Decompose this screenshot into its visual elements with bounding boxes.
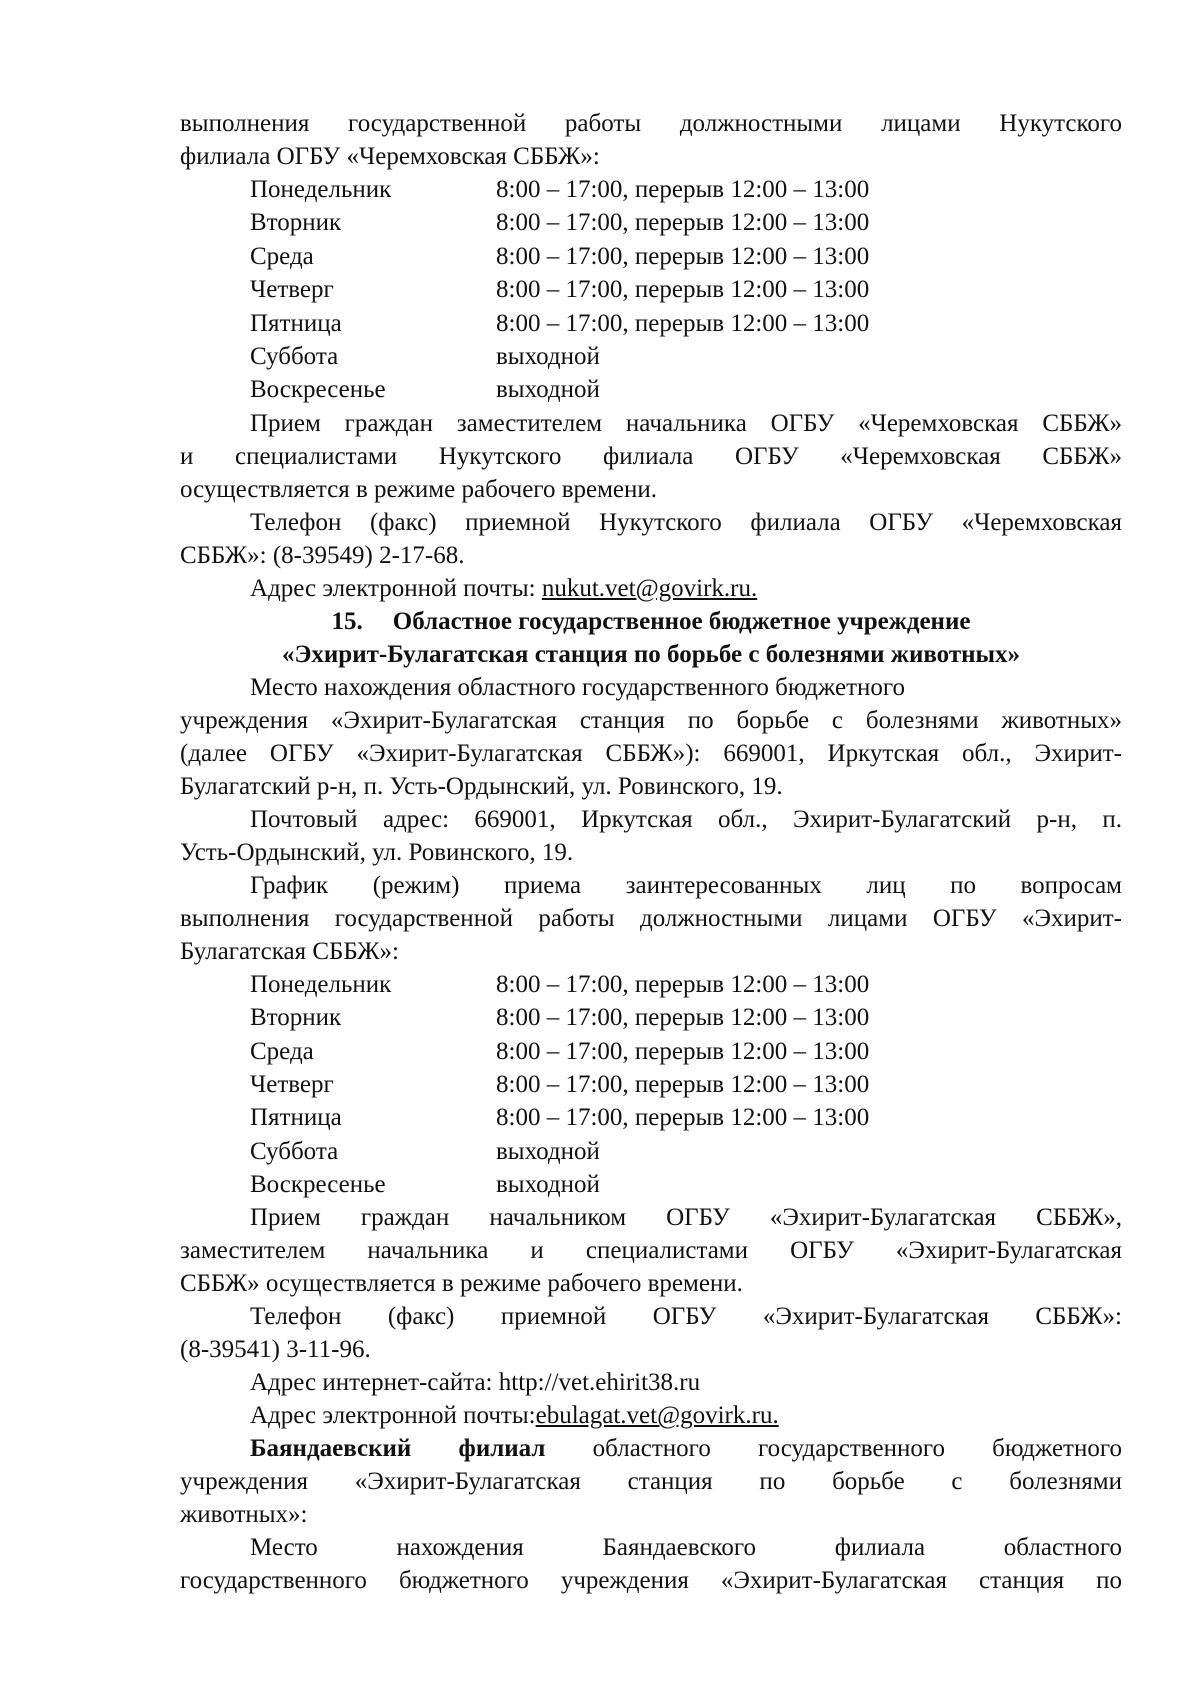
email-label: Адрес электронной почты:	[250, 1402, 536, 1430]
schedule-day: Четверг	[250, 1070, 334, 1098]
schedule-row	[180, 373, 1122, 406]
schedule-row	[180, 273, 1122, 306]
schedule-day: Вторник	[250, 1004, 342, 1032]
reception-paragraph-line: осуществляется в режиме рабочего времени.	[180, 475, 658, 503]
website-link[interactable]: http://vet.ehirit38.ru	[498, 1369, 701, 1397]
schedule-time: выходной	[496, 1171, 600, 1199]
location-paragraph-line: (далее ОГБУ «Эхирит-Булагатская СББЖ»): 669001, Иркутская обл., Эхирит-	[180, 739, 1122, 767]
section-title-line: «Эхирит-Булагатская станция по борьбе с болезнями животных»	[281, 640, 1021, 668]
schedule-row	[180, 968, 1122, 1001]
reception-paragraph-line: и специалистами Нукутского филиала ОГБУ «Черемховская СББЖ»	[180, 442, 1122, 470]
schedule-row	[180, 1101, 1122, 1134]
schedule-intro-line: выполнения государственной работы должностными лицами ОГБУ «Эхирит-	[180, 904, 1122, 932]
branch-name: Баяндаевский филиал	[250, 1435, 546, 1463]
schedule-day: Воскресенье	[250, 376, 386, 404]
phone-paragraph-line: (8-39541) 3-11-96.	[180, 1336, 371, 1364]
branch-paragraph-line	[180, 1432, 1122, 1465]
schedule-day: Понедельник	[250, 970, 392, 998]
schedule-day: Среда	[250, 242, 314, 270]
schedule-time: 8:00 – 17:00, перерыв 12:00 – 13:00	[496, 970, 870, 998]
schedule-day: Четверг	[250, 276, 334, 304]
phone-paragraph-line: Телефон (факс) приемной ОГБУ «Эхирит-Булагатская СББЖ»:	[250, 1303, 1122, 1331]
website-paragraph	[180, 1366, 1122, 1399]
paragraph-continuation-line: выполнения государственной работы должностными лицами Нукутского	[180, 110, 1122, 137]
schedule-row	[180, 1168, 1122, 1201]
schedule-day: Воскресенье	[250, 1171, 386, 1199]
reception-paragraph-line: СББЖ» осуществляется в режиме рабочего времени.	[180, 1270, 743, 1298]
email-paragraph	[180, 572, 1122, 605]
phone-paragraph-line: СББЖ»: (8-39549) 2-17-68.	[180, 541, 465, 569]
schedule-table-2	[180, 968, 1122, 1202]
schedule-day: Понедельник	[250, 176, 392, 203]
branch-paragraph-line: учреждения «Эхирит-Булагатская станция по борьбе с болезнями	[180, 1468, 1122, 1496]
location-paragraph-line: учреждения «Эхирит-Булагатская станция по борьбе с болезнями животных»	[180, 706, 1122, 734]
reception-paragraph-line: Прием граждан начальником ОГБУ «Эхирит-Булагатская СББЖ»,	[250, 1204, 1122, 1232]
schedule-day: Среда	[250, 1037, 314, 1065]
schedule-time: 8:00 – 17:00, перерыв 12:00 – 13:00	[496, 1070, 870, 1098]
schedule-time: выходной	[496, 342, 600, 370]
email-link[interactable]: ebulagat.vet@govirk.ru.	[535, 1402, 779, 1430]
paragraph-continuation-line: филиала ОГБУ «Черемховская СББЖ»:	[180, 143, 600, 170]
reception-paragraph-line: заместителем начальника и специалистами ОГБУ «Эхирит-Булагатская	[180, 1237, 1122, 1265]
schedule-time: 8:00 – 17:00, перерыв 12:00 – 13:00	[496, 209, 870, 237]
location-paragraph-line: Булагатский р-н, п. Усть-Ордынский, ул. Ровинского, 19.	[180, 772, 783, 800]
location-paragraph-line: Место нахождения областного государственного бюджетного	[250, 673, 906, 701]
schedule-intro-line: Булагатская СББЖ»:	[180, 937, 399, 965]
schedule-row	[180, 206, 1122, 239]
reception-paragraph-line: Прием граждан заместителем начальника ОГБУ «Черемховская СББЖ»	[250, 409, 1122, 437]
schedule-row	[180, 1068, 1122, 1101]
schedule-row	[180, 1035, 1122, 1068]
schedule-time: 8:00 – 17:00, перерыв 12:00 – 13:00	[496, 276, 870, 304]
schedule-time: 8:00 – 17:00, перерыв 12:00 – 13:00	[496, 1037, 870, 1065]
section-title-line: Областное государственное бюджетное учреждение	[392, 607, 971, 635]
branch-paragraph-line: животных»:	[180, 1501, 308, 1529]
schedule-day: Суббота	[250, 1137, 339, 1165]
schedule-day: Пятница	[250, 1104, 342, 1132]
schedule-intro-line: График (режим) приема заинтересованных лиц по вопросам	[250, 871, 1122, 899]
schedule-row	[180, 240, 1122, 273]
website-label: Адрес интернет-сайта:	[250, 1369, 499, 1397]
branch-location-line: Место нахождения Баяндаевского филиала областного	[250, 1534, 1122, 1562]
schedule-row	[180, 173, 1122, 206]
schedule-time: 8:00 – 17:00, перерыв 12:00 – 13:00	[496, 176, 870, 203]
schedule-table-1	[180, 173, 1122, 407]
schedule-time: 8:00 – 17:00, перерыв 12:00 – 13:00	[496, 242, 870, 270]
postal-paragraph-line: Почтовый адрес: 669001, Иркутская обл., Эхирит-Булагатский р-н, п.	[250, 805, 1122, 833]
email-paragraph	[180, 1399, 1122, 1432]
schedule-time: 8:00 – 17:00, перерыв 12:00 – 13:00	[496, 1004, 870, 1032]
schedule-time: выходной	[496, 1137, 600, 1165]
postal-paragraph-line: Усть-Ордынский, ул. Ровинского, 19.	[180, 838, 574, 866]
document-body	[180, 107, 1122, 1597]
section-number: 15.	[331, 607, 363, 635]
schedule-day: Пятница	[250, 309, 342, 337]
schedule-row	[180, 1001, 1122, 1034]
schedule-day: Вторник	[250, 209, 342, 237]
schedule-time: 8:00 – 17:00, перерыв 12:00 – 13:00	[496, 1104, 870, 1132]
branch-text: областного государственного бюджетного	[545, 1435, 1122, 1463]
schedule-time: 8:00 – 17:00, перерыв 12:00 – 13:00	[496, 309, 870, 337]
schedule-row	[180, 1135, 1122, 1168]
schedule-day: Суббота	[250, 342, 339, 370]
branch-location-line: государственного бюджетного учреждения «Эхирит-Булагатская станция по	[180, 1567, 1122, 1595]
phone-paragraph-line: Телефон (факс) приемной Нукутского филиала ОГБУ «Черемховская	[250, 508, 1122, 536]
schedule-row	[180, 340, 1122, 373]
section-heading	[180, 605, 1122, 638]
schedule-time: выходной	[496, 376, 600, 404]
schedule-row	[180, 307, 1122, 340]
email-label: Адрес электронной почты:	[250, 574, 542, 602]
email-link[interactable]: nukut.vet@govirk.ru.	[541, 574, 758, 602]
